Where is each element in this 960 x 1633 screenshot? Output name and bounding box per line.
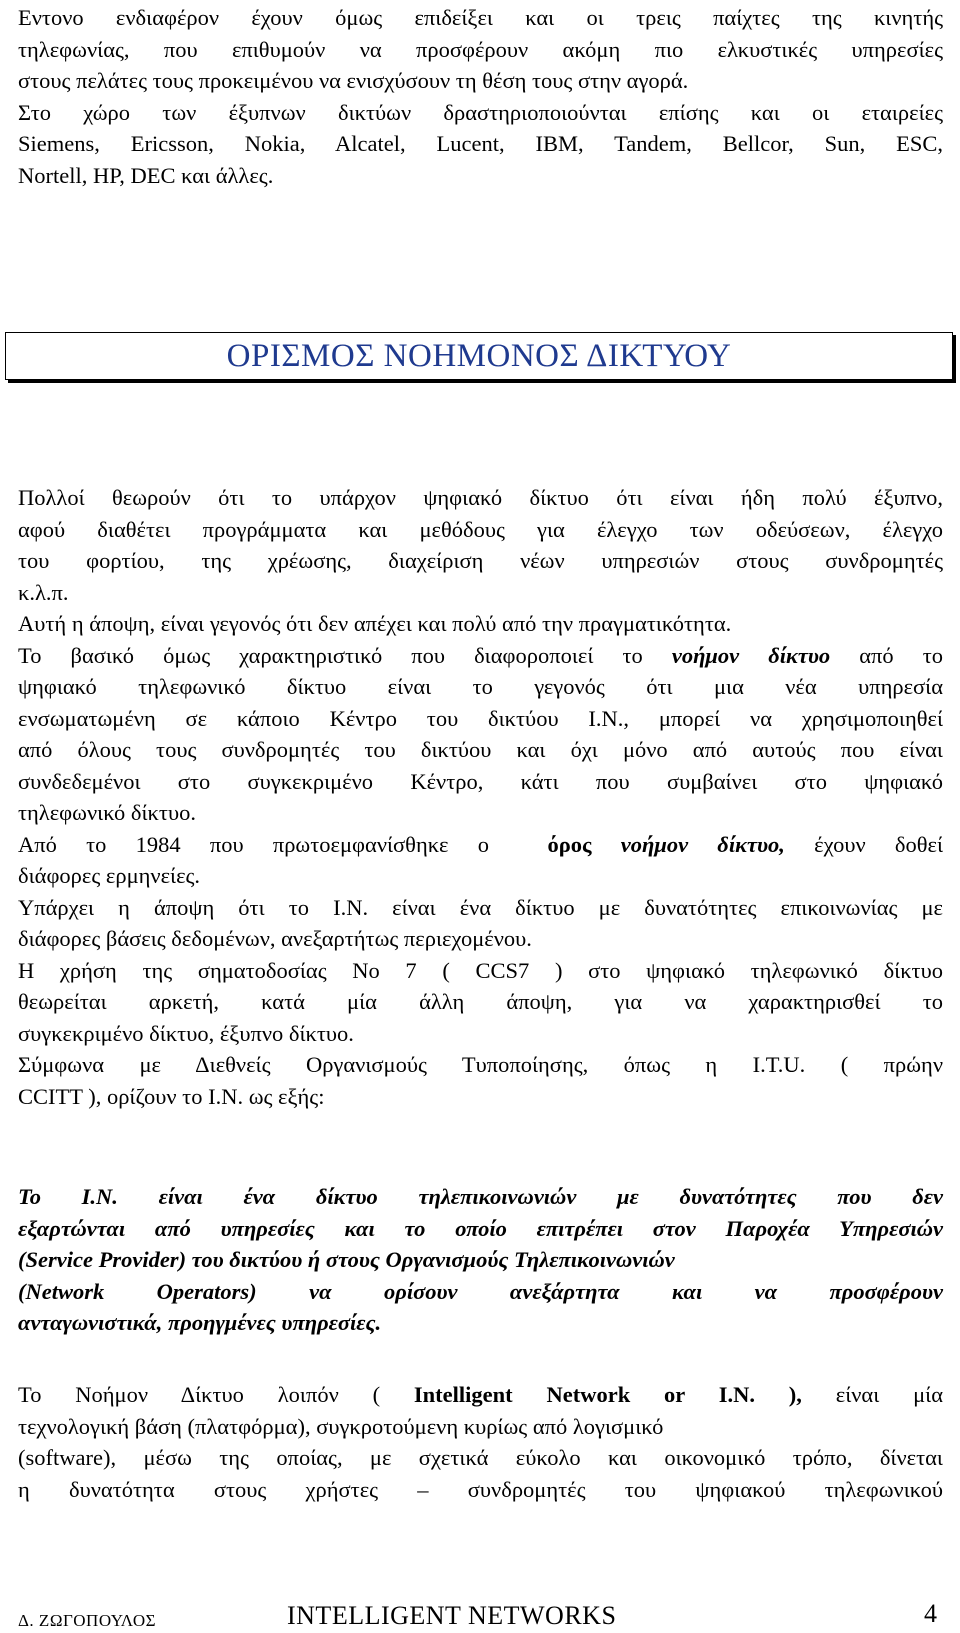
page-number: 4 <box>924 1599 937 1628</box>
paragraph-3 <box>18 829 943 892</box>
footer-author: Δ. ΖΩΓΟΠΟΥΛΟΣ <box>18 1611 157 1630</box>
p6-line-2: CCITT ), ορίζουν το I.N. ως εξής: <box>18 1083 325 1109</box>
intro-line-3: στους πελάτες τους προκειμένου να ενισχύσουν τη θέση τους στην αγορά. <box>18 68 689 93</box>
def-line-1: Το I.N. είναι ένα δίκτυο τηλεπικοινωνιών με δυνατότητες που δεν <box>18 1184 943 1209</box>
p2-line-5: συνδεδεμένοι στο συγκεκριμένο Κέντρο, κάτι που συμβαίνει στο ψηφιακό <box>18 768 943 794</box>
p2-text-a: Το βασικό όμως χαρακτηριστικό που διαφοροποιεί το <box>18 642 643 668</box>
p2-text-c: από το <box>859 642 943 668</box>
p7-text-c: είναι μία <box>835 1382 944 1407</box>
paragraph-4 <box>18 892 943 955</box>
section-title-box <box>5 332 953 380</box>
intro-line-5: Siemens, Ericsson, Nokia, Alcatel, Lucent, IBM, Tandem, Bellcor, Sun, ESC, <box>18 131 943 156</box>
closing-block <box>18 1379 943 1505</box>
p2-line-1 <box>18 640 943 672</box>
paragraph-5 <box>18 955 943 1050</box>
p2-emphasis: νοήμον δίκτυο <box>671 642 831 668</box>
p1-line-1: Πολλοί θεωρούν ότι το υπάρχον ψηφιακό δίκτυο ότι είναι ήδη πολύ έξυπνο, <box>18 485 943 510</box>
p2-line-6: τηλεφωνικό δίκτυο. <box>18 800 196 825</box>
def-line-4: (Network Operators) να ορίσουν ανεξάρτητα και να προσφέρουν <box>18 1278 943 1304</box>
p3-text-d: έχουν δοθεί <box>814 831 943 857</box>
p5-line-3: συγκεκριμένο δίκτυο, έξυπνο δίκτυο. <box>18 1020 354 1046</box>
p4-line-2: διάφορες βάσεις δεδομένων, ανεξαρτήτως περιεχομένου. <box>18 926 532 951</box>
intro-line-6: Nortell, HP, DEC και άλλες. <box>18 162 274 188</box>
section-title: ΟΡΙΣΜΟΣ ΝΟΗΜΟΝΟΣ ΔΙΚΤΥΟΥ <box>226 337 732 374</box>
p4-line-1: Υπάρχει η άποψη ότι το I.N. είναι ένα δίκτυο με δυνατότητες επικοινωνίας με <box>18 894 943 920</box>
body-text <box>18 482 943 1112</box>
footer-title: INTELLIGENT NETWORKS <box>287 1601 617 1630</box>
paragraph-7 <box>18 1379 943 1505</box>
paragraph-6 <box>18 1049 943 1112</box>
p7-term: Intelligent Network or I.N. ), <box>413 1382 802 1407</box>
p2-line-3: ενσωματωμένη σε κάποιο Κέντρο του δικτύου I.N., μπορεί να χρησιμοποιηθεί <box>18 705 943 731</box>
page-footer <box>0 1597 960 1633</box>
intro-line-4: Στο χώρο των έξυπνων δικτύων δραστηριοποιούνται επίσης και οι εταιρείες <box>18 99 943 125</box>
p7-line-1 <box>18 1379 943 1411</box>
p7-text-a: Το Νοήμον Δίκτυο λοιπόν ( <box>18 1382 381 1407</box>
p1-line-5: Αυτή η άποψη, είναι γεγονός ότι δεν απέχει και πολύ από την πραγματικότητα. <box>18 611 732 636</box>
p7-line-2: τεχνολογική βάση (πλατφόρμα), συγκροτούμενη κυρίως από λογισμικό <box>18 1413 664 1439</box>
def-line-5: ανταγωνιστικά, προηγμένες υπηρεσίες. <box>18 1310 382 1335</box>
paragraph-2 <box>18 640 943 829</box>
p5-line-1: Η χρήση της σηματοδοσίας No 7 ( CCS7 ) στο ψηφιακό τηλεφωνικό δίκτυο <box>18 957 943 983</box>
p3-text-a: Από το 1984 που πρωτοεμφανίσθηκε ο <box>18 831 489 857</box>
p7-line-3: (software), μέσω της οποίας, με σχετικά εύκολο και οικονομικό τρόπο, δίνεται <box>18 1445 943 1470</box>
p3-line-2: διάφορες ερμηνείες. <box>18 863 201 888</box>
intro-line-1: Εντονο ενδιαφέρον έχουν όμως επιδείξει και οι τρεις παίχτες της κινητής <box>18 5 943 30</box>
p3-emphasis: νοήμον δίκτυο, <box>620 831 785 857</box>
p3-line-1 <box>18 829 943 861</box>
p2-line-2: ψηφιακό τηλεφωνικό δίκτυο είναι το γεγονός ότι μια νέα υπηρεσία <box>18 674 943 699</box>
def-line-3: (Service Provider) του δικτύου ή στους Οργανισμούς Τηλεπικοινωνιών <box>18 1247 675 1272</box>
p6-line-1: Σύμφωνα με Διεθνείς Οργανισμούς Τυποποίησης, όπως η I.T.U. ( πρώην <box>18 1052 943 1077</box>
p1-line-4: κ.λ.π. <box>18 579 69 605</box>
definition-paragraph <box>18 1181 943 1339</box>
intro-line-2: τηλεφωνίας, που επιθυμούν να προσφέρουν ακόμη πιο ελκυστικές υπηρεσίες <box>18 36 943 62</box>
intro-paragraph <box>18 2 943 191</box>
definition-block <box>18 1181 943 1339</box>
def-line-2: εξαρτώνται από υπηρεσίες και το οποίο επιτρέπει στον Παροχέα Υπηρεσιών <box>18 1215 943 1241</box>
p2-line-4: από όλους τους συνδρομητές του δικτύου και όχι μόνο από αυτούς που είναι <box>18 737 943 762</box>
p7-line-4: η δυνατότητα στους χρήστες – συνδρομητές του ψηφιακού τηλεφωνικού <box>18 1476 943 1502</box>
paragraph-1 <box>18 482 943 640</box>
p1-line-2: αφού διαθέτει προγράμματα και μεθόδους για έλεγχο των οδεύσεων, έλεγχο <box>18 516 943 542</box>
p5-line-2: θεωρείται αρκετή, κατά μία άλλη άποψη, για να χαρακτηρισθεί το <box>18 989 943 1014</box>
p3-term: όρος <box>547 831 592 857</box>
p1-line-3: του φορτίου, της χρέωσης, διαχείριση νέων υπηρεσιών στους συνδρομητές <box>18 548 943 573</box>
